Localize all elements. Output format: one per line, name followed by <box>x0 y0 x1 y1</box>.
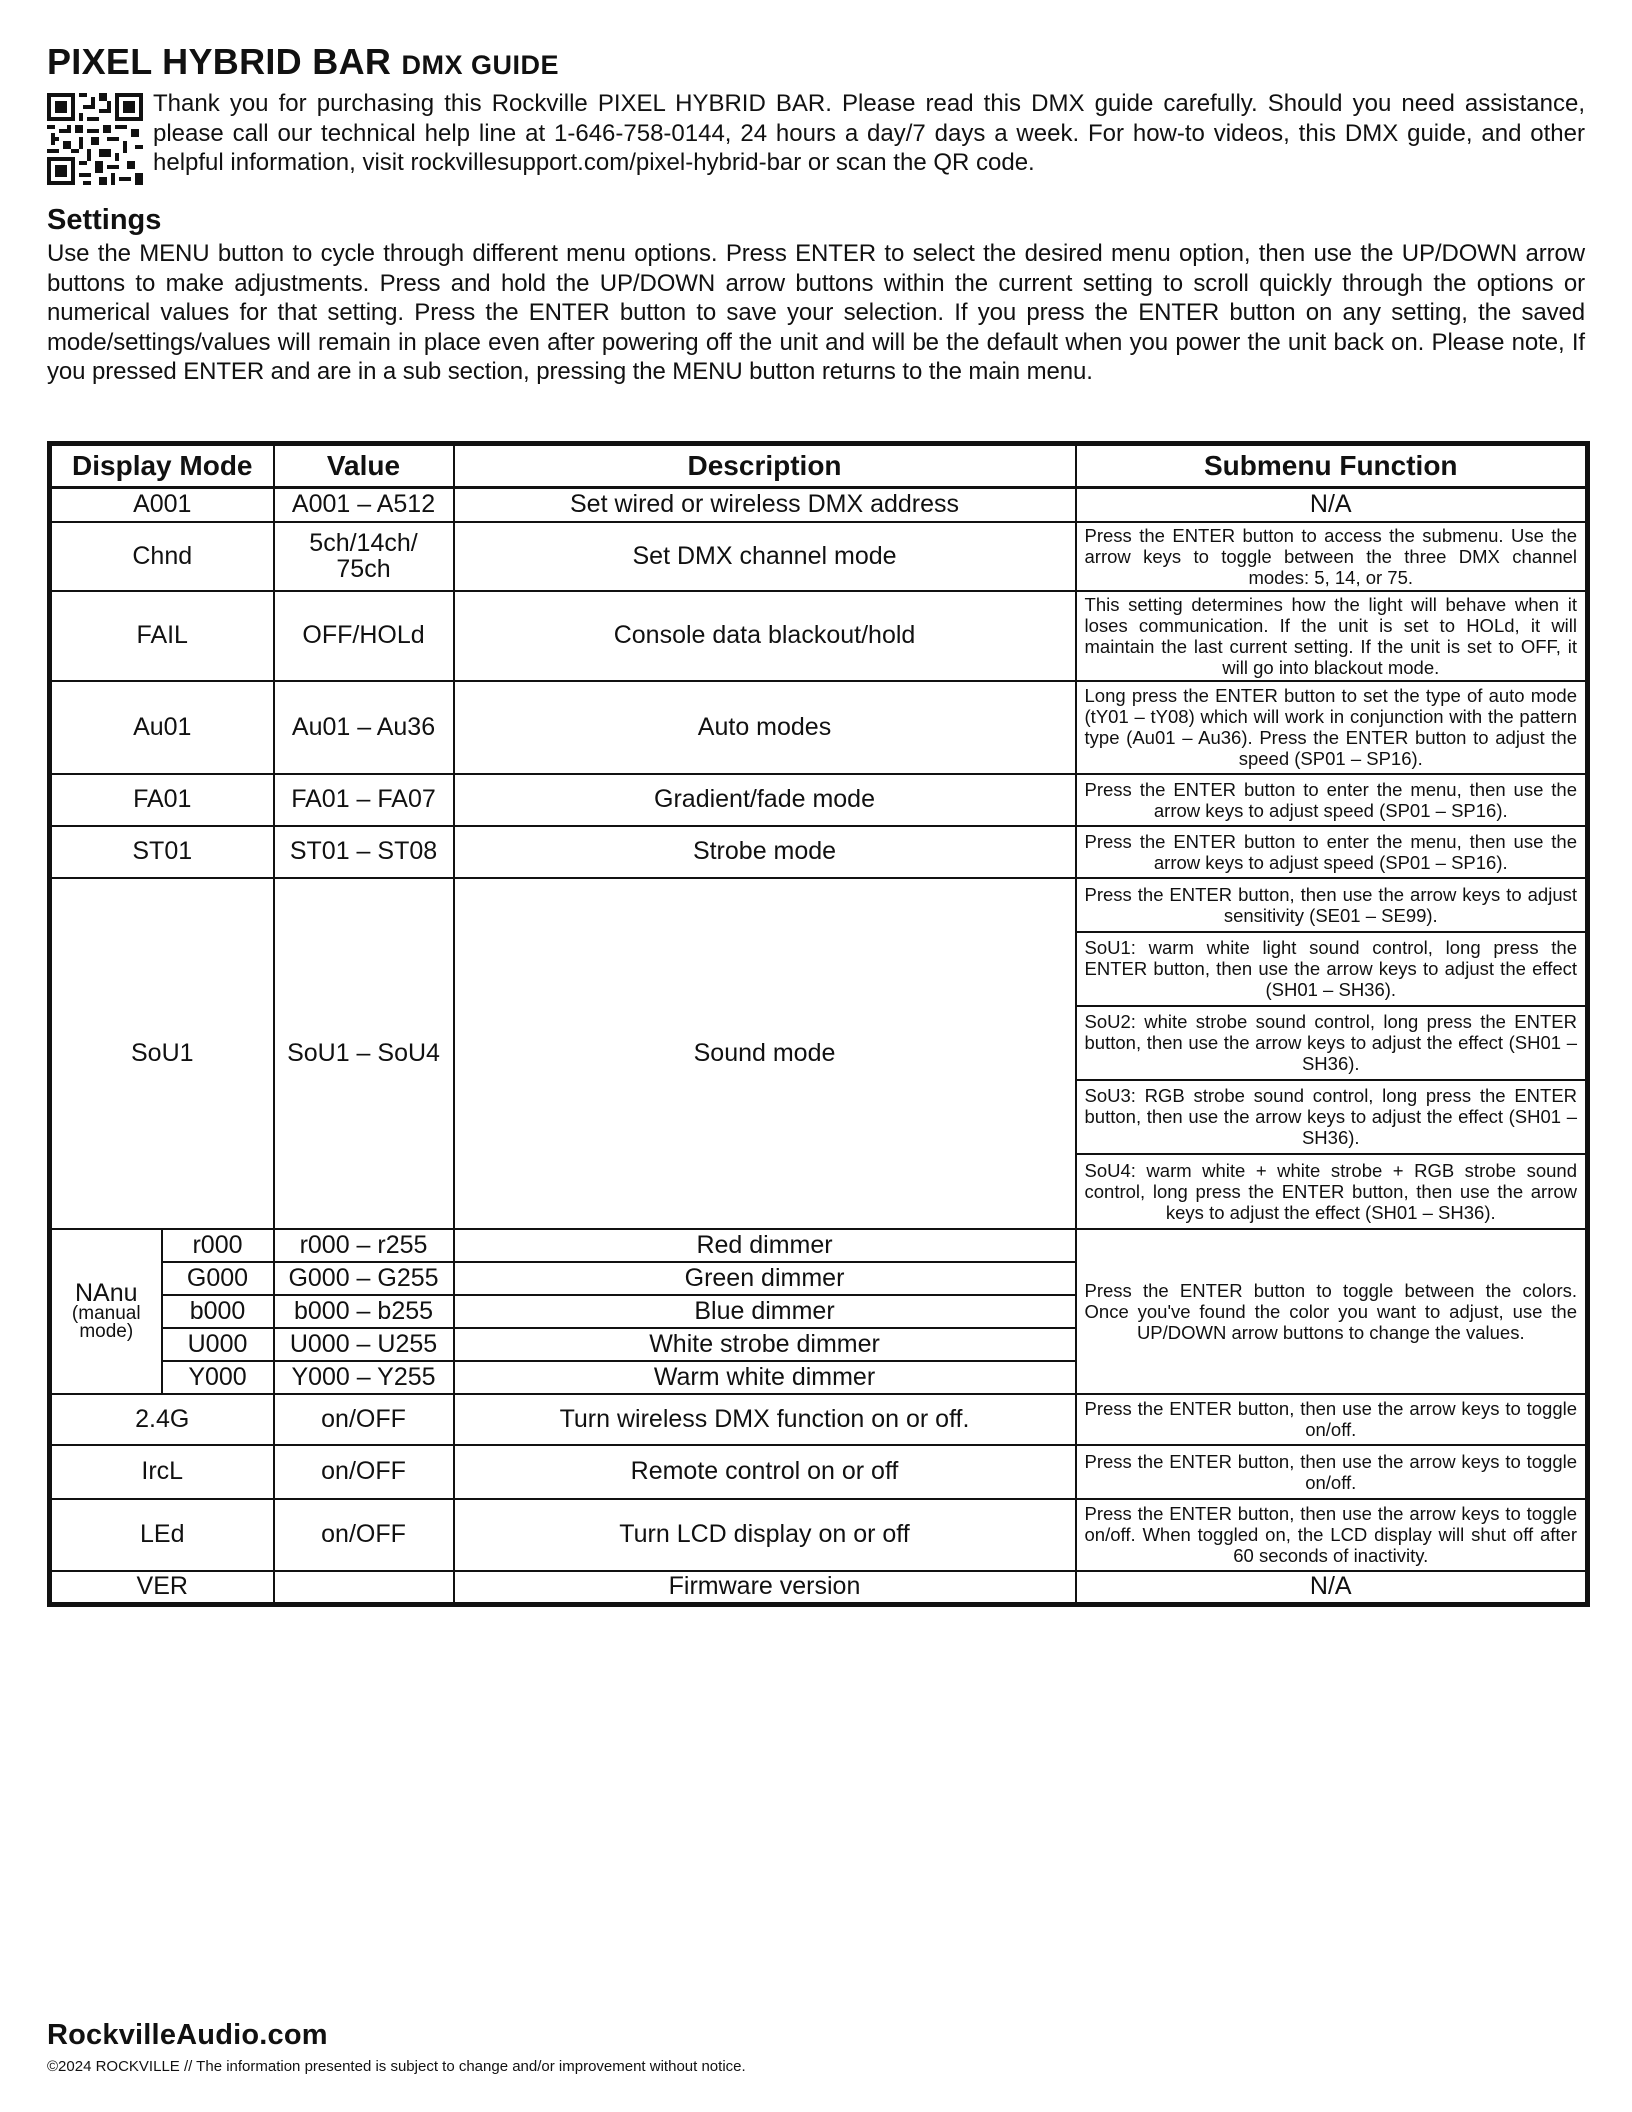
submenu-cell: Press the ENTER button to access the submenu. Use the arrow keys to toggle between the three DMX channel modes: 5, 14, or 75. <box>1076 522 1588 591</box>
code-cell: Y000 <box>162 1361 274 1394</box>
value-cell: on/OFF <box>274 1394 454 1445</box>
description-cell: Gradient/fade mode <box>454 774 1076 826</box>
mode-cell: Chnd <box>50 522 274 591</box>
title-sub: DMX GUIDE <box>401 50 560 80</box>
table-row <box>50 591 1588 681</box>
submenu-cell: Press the ENTER button to toggle between the colors. Once you've found the color you want to adjust, use the UP/DOWN arrow buttons to change the values. <box>1076 1229 1588 1394</box>
value-cell: b000 – b255 <box>274 1295 454 1328</box>
code-cell: b000 <box>162 1295 274 1328</box>
value-cell: G000 – G255 <box>274 1262 454 1295</box>
value-cell: on/OFF <box>274 1499 454 1571</box>
title-main: PIXEL HYBRID BAR <box>47 41 392 82</box>
value-cell: U000 – U255 <box>274 1328 454 1361</box>
value-cell: 5ch/14ch/ 75ch <box>274 522 454 591</box>
submenu-cell: Press the ENTER button, then use the arrow keys to toggle on/off. When toggled on, the LCD display will shut off after 60 seconds of inactivity. <box>1076 1499 1588 1571</box>
description-cell: Red dimmer <box>454 1229 1076 1262</box>
description-cell: Firmware version <box>454 1571 1076 1605</box>
description-cell: Console data blackout/hold <box>454 591 1076 681</box>
submenu-cell: Press the ENTER button to enter the menu, then use the arrow keys to adjust speed (SP01 – SP16). <box>1076 826 1588 878</box>
description-cell: Green dimmer <box>454 1262 1076 1295</box>
mode-cell: FA01 <box>50 774 274 826</box>
value-cell: r000 – r255 <box>274 1229 454 1262</box>
submenu-cell: Press the ENTER button to enter the menu, then use the arrow keys to adjust speed (SP01 – SP16). <box>1076 774 1588 826</box>
value-cell: A001 – A512 <box>274 488 454 522</box>
dmx-settings-table <box>47 441 1590 1607</box>
mode-cell: Au01 <box>50 681 274 774</box>
intro-text: Thank you for purchasing this Rockville PIXEL HYBRID BAR. Please read this DMX guide carefully. Should you need assistance, please call our technical help line at 1-646-758-0144, 24 hours a day/7 days a week. For how-to videos, this DMX guide, and other helpful information, visit rockvillesupport.com/pixel-hybrid-bar or scan the QR code. <box>153 90 1585 176</box>
description-cell: Strobe mode <box>454 826 1076 878</box>
mode-cell: FAIL <box>50 591 274 681</box>
table-header-row <box>50 444 1588 488</box>
nanu-mode-cell <box>50 1229 162 1394</box>
value-cell: FA01 – FA07 <box>274 774 454 826</box>
nanu-mode-note: (manual mode) <box>71 1303 141 1342</box>
mode-cell: IrcL <box>50 1445 274 1499</box>
footer-brand[interactable]: RockvilleAudio.com <box>47 2019 328 2051</box>
table-row <box>50 522 1588 591</box>
value-cell <box>274 1571 454 1605</box>
submenu-cell: SoU4: warm white + white strobe + RGB strobe sound control, long press the ENTER button, then use the arrow keys to adjust the effect (SH01 – SH36). <box>1076 1154 1588 1229</box>
table-row <box>50 1445 1588 1499</box>
header-description: Description <box>454 444 1076 488</box>
qr-code-icon[interactable] <box>47 93 143 185</box>
description-cell: Auto modes <box>454 681 1076 774</box>
value-cell: Au01 – Au36 <box>274 681 454 774</box>
description-cell: Blue dimmer <box>454 1295 1076 1328</box>
mode-cell: VER <box>50 1571 274 1605</box>
header-display-mode: Display Mode <box>50 444 274 488</box>
mode-cell: 2.4G <box>50 1394 274 1445</box>
header-value: Value <box>274 444 454 488</box>
page-title <box>47 42 1585 85</box>
mode-cell: LEd <box>50 1499 274 1571</box>
mode-cell: ST01 <box>50 826 274 878</box>
submenu-cell: Long press the ENTER button to set the type of auto mode (tY01 – tY08) which will work in conjunction with the pattern type (Au01 – Au36). Press the ENTER button to adjust the speed (SP01 – SP16). <box>1076 681 1588 774</box>
table-row <box>50 774 1588 826</box>
value-cell: SoU1 – SoU4 <box>274 878 454 1229</box>
description-cell: Set wired or wireless DMX address <box>454 488 1076 522</box>
description-cell: Warm white dimmer <box>454 1361 1076 1394</box>
description-cell: Set DMX channel mode <box>454 522 1076 591</box>
table-row <box>50 878 1588 932</box>
description-cell: White strobe dimmer <box>454 1328 1076 1361</box>
code-cell: r000 <box>162 1229 274 1262</box>
value-cell: on/OFF <box>274 1445 454 1499</box>
settings-heading: Settings <box>47 204 162 236</box>
value-cell: OFF/HOLd <box>274 591 454 681</box>
document-page <box>47 41 1585 1601</box>
submenu-cell: SoU1: warm white light sound control, long press the ENTER button, then use the arrow keys to adjust the effect (SH01 – SH36). <box>1076 932 1588 1006</box>
submenu-cell: Press the ENTER button, then use the arrow keys to adjust sensitivity (SE01 – SE99). <box>1076 878 1588 932</box>
code-cell: U000 <box>162 1328 274 1361</box>
submenu-cell: Press the ENTER button, then use the arrow keys to toggle on/off. <box>1076 1445 1588 1499</box>
table-row <box>50 1394 1588 1445</box>
header-submenu-function: Submenu Function <box>1076 444 1588 488</box>
submenu-cell: Press the ENTER button, then use the arrow keys to toggle on/off. <box>1076 1394 1588 1445</box>
description-cell: Turn wireless DMX function on or off. <box>454 1394 1076 1445</box>
submenu-cell: SoU3: RGB strobe sound control, long press the ENTER button, then use the arrow keys to adjust the effect (SH01 – SH36). <box>1076 1080 1588 1154</box>
table-row <box>50 681 1588 774</box>
value-cell: Y000 – Y255 <box>274 1361 454 1394</box>
table-row <box>50 488 1588 522</box>
description-cell: Turn LCD display on or off <box>454 1499 1076 1571</box>
value-cell: ST01 – ST08 <box>274 826 454 878</box>
submenu-cell: This setting determines how the light will behave when it loses communication. If the unit is set to HOLd, it will maintain the last current setting. If the unit is set to OFF, it will go into blackout mode. <box>1076 591 1588 681</box>
table-row <box>50 826 1588 878</box>
settings-text: Use the MENU button to cycle through different menu options. Press ENTER to select the desired menu option, then use the UP/DOWN arrow buttons to make adjustments. Press and hold the UP/DOWN arrow buttons within the current setting to scroll quickly through the options or numerical values for that setting. Press the ENTER button to save your selection. If you press the ENTER button on any setting, the saved mode/settings/values will remain in place even after powering off the unit and will be the default when you power the unit back on. Please note, If you pressed ENTER and are in a sub section, pressing the MENU button returns to the main menu. <box>47 240 1585 385</box>
code-cell: G000 <box>162 1262 274 1295</box>
submenu-cell: N/A <box>1076 1571 1588 1605</box>
table-row <box>50 1571 1588 1605</box>
description-cell: Remote control on or off <box>454 1445 1076 1499</box>
intro-block <box>47 89 1585 185</box>
table-row <box>50 1229 1588 1262</box>
submenu-cell: N/A <box>1076 488 1588 522</box>
footer-disclaimer: ©2024 ROCKVILLE // The information presented is subject to change and/or improvement without notice. <box>47 2058 746 2075</box>
description-cell: Sound mode <box>454 878 1076 1229</box>
mode-cell: SoU1 <box>50 878 274 1229</box>
table-row <box>50 1499 1588 1571</box>
submenu-cell: SoU2: white strobe sound control, long press the ENTER button, then use the arrow keys to adjust the effect (SH01 – SH36). <box>1076 1006 1588 1080</box>
nanu-mode-label: NAnu <box>74 1279 138 1307</box>
mode-cell: A001 <box>50 488 274 522</box>
